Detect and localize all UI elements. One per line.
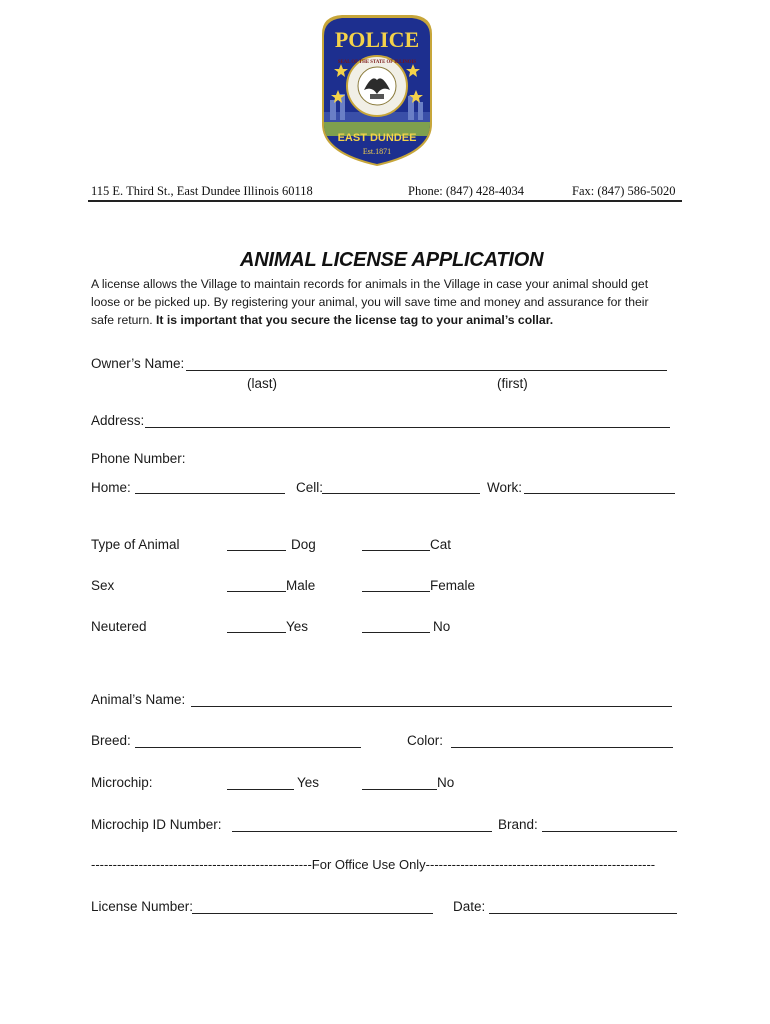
dog-checkbox-line[interactable] bbox=[227, 550, 286, 551]
cat-option-label: Cat bbox=[430, 537, 452, 552]
header-phone: Phone: (847) 428-4034 bbox=[408, 184, 524, 198]
owner-first-hint: (first) bbox=[497, 376, 528, 391]
breed-label: Breed: bbox=[91, 733, 131, 748]
date-label: Date: bbox=[453, 899, 486, 914]
owner-last-hint: (last) bbox=[247, 376, 277, 391]
date-field[interactable] bbox=[489, 913, 677, 914]
female-option-label: Female bbox=[430, 578, 476, 593]
neutered-no-line[interactable] bbox=[362, 632, 430, 633]
animal-name-field[interactable] bbox=[191, 706, 672, 707]
neutered-yes-label: Yes bbox=[286, 619, 309, 634]
intro-line-3-plain: safe return. bbox=[91, 313, 153, 327]
header-divider bbox=[88, 200, 682, 202]
intro-line-1: A license allows the Village to maintain records for animals in the Village in case your animal should get bbox=[91, 277, 649, 291]
license-number-label: License Number: bbox=[91, 899, 194, 914]
address-field[interactable] bbox=[145, 427, 670, 428]
color-label: Color: bbox=[407, 733, 444, 748]
home-phone-label: Home: bbox=[91, 480, 131, 495]
microchip-yes-label: Yes bbox=[297, 775, 320, 790]
microchip-label: Microchip: bbox=[91, 775, 153, 790]
male-checkbox-line[interactable] bbox=[227, 591, 286, 592]
phone-number-label: Phone Number: bbox=[91, 451, 186, 466]
microchip-no-label: No bbox=[437, 775, 455, 790]
svg-text:SEAL OF THE STATE OF ILLINOIS: SEAL OF THE STATE OF ILLINOIS bbox=[337, 60, 417, 65]
svg-text:EAST DUNDEE: EAST DUNDEE bbox=[337, 132, 417, 144]
microchip-yes-line[interactable] bbox=[227, 789, 294, 790]
intro-line-3-bold: It is important that you secure the license tag to your animal’s collar. bbox=[156, 313, 554, 327]
neutered-label: Neutered bbox=[91, 619, 147, 634]
badge-icon bbox=[316, 14, 438, 166]
neutered-yes-line[interactable] bbox=[227, 632, 286, 633]
male-option-label: Male bbox=[286, 578, 316, 593]
cell-phone-field[interactable] bbox=[322, 493, 480, 494]
work-phone-field[interactable] bbox=[524, 493, 675, 494]
page-title: ANIMAL LICENSE APPLICATION bbox=[240, 249, 544, 271]
brand-field[interactable] bbox=[542, 831, 677, 832]
work-phone-label: Work: bbox=[487, 480, 523, 495]
microchip-no-line[interactable] bbox=[362, 789, 437, 790]
intro-paragraph bbox=[91, 275, 691, 329]
police-badge-logo bbox=[316, 14, 438, 166]
animal-type-label: Type of Animal bbox=[91, 537, 180, 552]
address-label: Address: bbox=[91, 413, 145, 428]
animal-name-label: Animal’s Name: bbox=[91, 692, 186, 707]
sex-label: Sex bbox=[91, 578, 115, 593]
svg-text:POLICE: POLICE bbox=[334, 27, 420, 52]
neutered-no-label: No bbox=[433, 619, 451, 634]
office-use-divider: ---------------------------------------------------For Office Use Only----------------------------------------------------- bbox=[91, 857, 656, 872]
female-checkbox-line[interactable] bbox=[362, 591, 430, 592]
cat-checkbox-line[interactable] bbox=[362, 550, 430, 551]
intro-line-3 bbox=[91, 311, 691, 329]
header-fax: Fax: (847) 586-5020 bbox=[572, 184, 676, 198]
cell-phone-label: Cell: bbox=[296, 480, 324, 495]
svg-text:Est.1871: Est.1871 bbox=[362, 147, 392, 156]
dog-option-label: Dog bbox=[291, 537, 316, 552]
owner-name-field[interactable] bbox=[186, 370, 667, 371]
header-address: 115 E. Third St., East Dundee Illinois 60118 bbox=[91, 184, 313, 198]
license-number-field[interactable] bbox=[192, 913, 433, 914]
microchip-id-label: Microchip ID Number: bbox=[91, 817, 222, 832]
owner-name-label: Owner’s Name: bbox=[91, 356, 185, 371]
home-phone-field[interactable] bbox=[135, 493, 285, 494]
microchip-id-field[interactable] bbox=[232, 831, 492, 832]
color-field[interactable] bbox=[451, 747, 673, 748]
brand-label: Brand: bbox=[498, 817, 538, 832]
breed-field[interactable] bbox=[135, 747, 361, 748]
intro-line-2: loose or be picked up. By registering your animal, you will save time and money and assurance for their bbox=[91, 295, 649, 309]
